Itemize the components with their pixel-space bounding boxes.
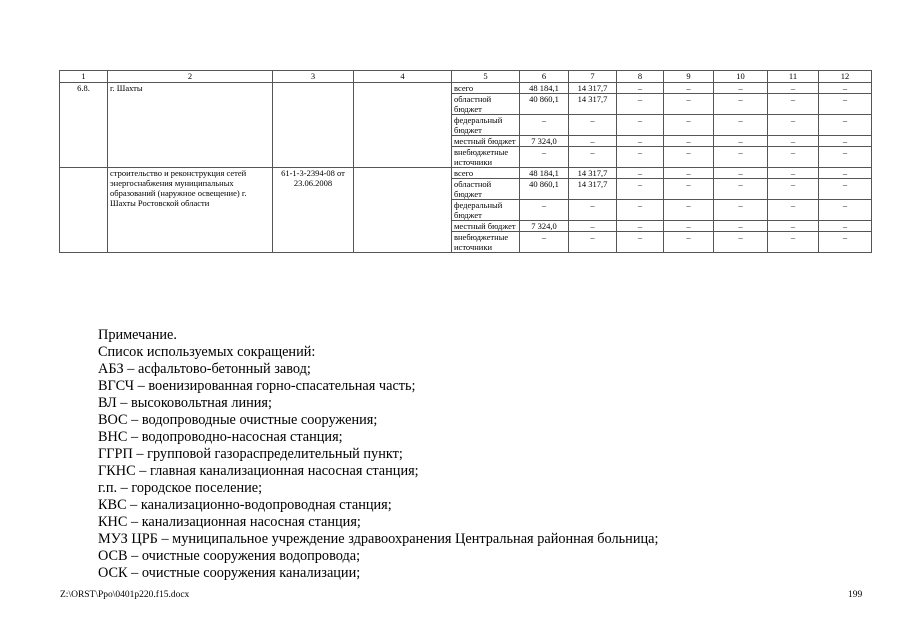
value-cell: – <box>569 147 617 168</box>
value-cell: – <box>617 147 664 168</box>
value-cell: – <box>520 115 569 136</box>
value-cell: – <box>714 147 768 168</box>
value-cell: – <box>664 115 714 136</box>
value-cell: – <box>714 94 768 115</box>
funding-source-cell: областной бюджет <box>452 179 520 200</box>
value-cell: – <box>819 168 872 179</box>
note-line: ВНС – водопроводно-насосная станция; <box>98 429 343 445</box>
value-cell: 14 317,7 <box>569 94 617 115</box>
value-cell: – <box>664 200 714 221</box>
value-cell: – <box>617 115 664 136</box>
funding-source-cell: всего <box>452 168 520 179</box>
funding-source-cell: всего <box>452 83 520 94</box>
note-line: КВС – канализационно-водопроводная станция; <box>98 497 392 513</box>
value-cell: 14 317,7 <box>569 168 617 179</box>
column-4-cell <box>354 168 452 253</box>
value-cell: – <box>819 83 872 94</box>
value-cell: – <box>768 232 819 253</box>
note-line: ОСВ – очистные сооружения водопровода; <box>98 548 361 564</box>
value-cell: 7 324,0 <box>520 136 569 147</box>
value-cell: – <box>768 221 819 232</box>
value-cell: – <box>520 200 569 221</box>
funding-source-cell: областной бюджет <box>452 94 520 115</box>
table-row <box>60 168 872 179</box>
value-cell: 14 317,7 <box>569 179 617 200</box>
value-cell: – <box>520 147 569 168</box>
value-cell: – <box>714 115 768 136</box>
value-cell: – <box>664 232 714 253</box>
column-header: 1 <box>60 71 108 83</box>
column-header: 5 <box>452 71 520 83</box>
column-header: 4 <box>354 71 452 83</box>
note-line: КНС – канализационная насосная станция; <box>98 514 361 530</box>
value-cell: 48 184,1 <box>520 168 569 179</box>
column-header: 8 <box>617 71 664 83</box>
value-cell: – <box>768 168 819 179</box>
row-number-cell <box>60 168 108 253</box>
value-cell: – <box>819 136 872 147</box>
abbreviations-note <box>98 327 858 582</box>
column-header: 3 <box>273 71 354 83</box>
value-cell: – <box>714 168 768 179</box>
value-cell: – <box>714 136 768 147</box>
column-header: 6 <box>520 71 569 83</box>
value-cell: – <box>714 200 768 221</box>
value-cell: – <box>617 83 664 94</box>
value-cell: – <box>819 179 872 200</box>
value-cell: – <box>664 136 714 147</box>
value-cell: 7 324,0 <box>520 221 569 232</box>
document-cell: 61-1-3-2394-08 от 23.06.2008 <box>273 168 354 253</box>
value-cell: – <box>569 221 617 232</box>
object-name-cell: строительство и реконструкция сетей энергоснабжения муниципальных образований (наружное освещение) г. Шахты Ростовской области <box>108 168 273 253</box>
value-cell: 14 317,7 <box>569 83 617 94</box>
object-name-cell: г. Шахты <box>108 83 273 168</box>
funding-source-cell: федеральный бюджет <box>452 115 520 136</box>
value-cell: – <box>617 136 664 147</box>
value-cell: – <box>664 179 714 200</box>
funding-source-cell: внебюджетные источники <box>452 147 520 168</box>
page-number: 199 <box>848 590 863 600</box>
funding-source-cell: местный бюджет <box>452 136 520 147</box>
table-row <box>60 83 872 94</box>
note-line: ГГРП – групповой газораспределительный пункт; <box>98 446 403 462</box>
row-number-cell: 6.8. <box>60 83 108 168</box>
value-cell: – <box>819 115 872 136</box>
value-cell: – <box>617 94 664 115</box>
value-cell: – <box>714 83 768 94</box>
value-cell: – <box>819 221 872 232</box>
value-cell: – <box>569 136 617 147</box>
value-cell: – <box>664 83 714 94</box>
value-cell: – <box>714 179 768 200</box>
value-cell: 40 860,1 <box>520 179 569 200</box>
note-line: ВГСЧ – военизированная горно-спасательная часть; <box>98 378 416 394</box>
value-cell: – <box>664 94 714 115</box>
value-cell: – <box>569 115 617 136</box>
value-cell: – <box>714 221 768 232</box>
value-cell: – <box>768 200 819 221</box>
column-header: 12 <box>819 71 872 83</box>
note-line: АБЗ – асфальтово-бетонный завод; <box>98 361 311 377</box>
note-line: г.п. – городское поселение; <box>98 480 263 496</box>
value-cell: – <box>819 94 872 115</box>
table-header-row <box>60 71 872 83</box>
funding-source-cell: внебюджетные источники <box>452 232 520 253</box>
value-cell: – <box>768 179 819 200</box>
funding-table <box>59 70 872 253</box>
value-cell: – <box>768 136 819 147</box>
value-cell: – <box>569 200 617 221</box>
note-line: ВЛ – высоковольтная линия; <box>98 395 272 411</box>
value-cell: – <box>819 147 872 168</box>
note-line: ОСК – очистные сооружения канализации; <box>98 565 361 581</box>
value-cell: – <box>520 232 569 253</box>
note-line: ВОС – водопроводные очистные сооружения; <box>98 412 378 428</box>
column-4-cell <box>354 83 452 168</box>
value-cell: – <box>714 232 768 253</box>
column-header: 9 <box>664 71 714 83</box>
note-line: МУЗ ЦРБ – муниципальное учреждение здравоохранения Центральная районная больница; <box>98 531 659 547</box>
note-line: ГКНС – главная канализационная насосная станция; <box>98 463 419 479</box>
column-header: 11 <box>768 71 819 83</box>
value-cell: – <box>819 200 872 221</box>
value-cell: 48 184,1 <box>520 83 569 94</box>
value-cell: – <box>664 221 714 232</box>
funding-source-cell: местный бюджет <box>452 221 520 232</box>
funding-source-cell: федеральный бюджет <box>452 200 520 221</box>
document-cell <box>273 83 354 168</box>
value-cell: – <box>768 147 819 168</box>
column-header: 10 <box>714 71 768 83</box>
value-cell: – <box>569 232 617 253</box>
note-heading: Примечание. <box>98 327 177 343</box>
value-cell: – <box>617 179 664 200</box>
value-cell: – <box>664 147 714 168</box>
value-cell: – <box>617 232 664 253</box>
value-cell: – <box>617 168 664 179</box>
value-cell: – <box>664 168 714 179</box>
value-cell: – <box>768 94 819 115</box>
value-cell: – <box>768 115 819 136</box>
value-cell: – <box>617 200 664 221</box>
value-cell: – <box>819 232 872 253</box>
value-cell: – <box>768 83 819 94</box>
column-header: 2 <box>108 71 273 83</box>
value-cell: 40 860,1 <box>520 94 569 115</box>
note-line: Список используемых сокращений: <box>98 344 316 360</box>
column-header: 7 <box>569 71 617 83</box>
value-cell: – <box>617 221 664 232</box>
footer-file-path: Z:\ORST\Ppo\0401p220.f15.docx <box>60 590 190 600</box>
